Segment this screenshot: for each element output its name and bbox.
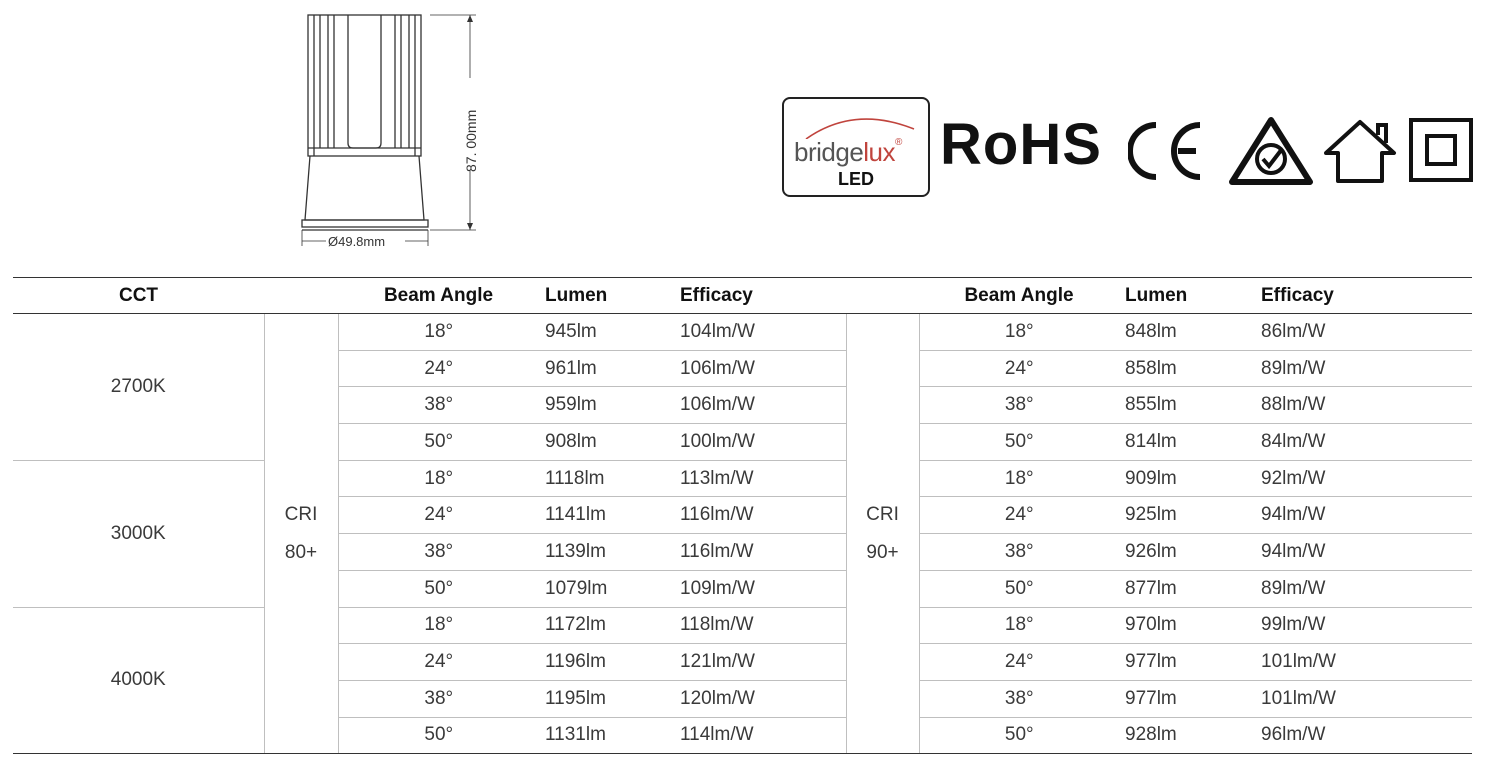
rohs-mark: RoHS bbox=[940, 112, 1102, 177]
lumen-cell: 970lm bbox=[1119, 607, 1255, 644]
beam-angle-cell: 18° bbox=[919, 314, 1119, 351]
lumen-cell: 925lm bbox=[1119, 497, 1255, 534]
lumen-cell: 1196lm bbox=[539, 644, 674, 681]
lumen-cell: 961lm bbox=[539, 350, 674, 387]
efficacy-cell: 104lm/W bbox=[674, 314, 846, 351]
rcm-mark bbox=[1228, 115, 1314, 187]
efficacy-cell: 109lm/W bbox=[674, 570, 846, 607]
lumen-cell: 848lm bbox=[1119, 314, 1255, 351]
efficacy-cell: 86lm/W bbox=[1255, 314, 1472, 351]
height-dimension-label: 87. 00mm bbox=[463, 109, 479, 172]
efficacy-cell: 100lm/W bbox=[674, 424, 846, 461]
beam-angle-cell: 38° bbox=[919, 387, 1119, 424]
lumen-cell: 814lm bbox=[1119, 424, 1255, 461]
efficacy-cell: 118lm/W bbox=[674, 607, 846, 644]
beam-angle-cell: 38° bbox=[919, 680, 1119, 717]
lumen-cell: 858lm bbox=[1119, 350, 1255, 387]
beam-angle-cell: 24° bbox=[919, 644, 1119, 681]
efficacy-cell: 113lm/W bbox=[674, 460, 846, 497]
lumen-cell: 1079lm bbox=[539, 570, 674, 607]
beam-angle-cell: 24° bbox=[338, 644, 539, 681]
beam-angle-cell: 24° bbox=[338, 350, 539, 387]
lumen-cell: 1131lm bbox=[539, 717, 674, 754]
registered-mark: ® bbox=[895, 137, 902, 148]
cct-cell: 4000K bbox=[13, 607, 264, 754]
efficacy-cell: 96lm/W bbox=[1255, 717, 1472, 754]
cri-80-cell bbox=[264, 314, 338, 754]
indoor-use-house-icon bbox=[1320, 117, 1400, 185]
ce-mark bbox=[1128, 119, 1216, 183]
beam-angle-cell: 38° bbox=[338, 534, 539, 571]
beam-angle-cell: 18° bbox=[919, 607, 1119, 644]
header-efficacy-90: Efficacy bbox=[1255, 278, 1472, 314]
beam-angle-cell: 50° bbox=[919, 717, 1119, 754]
bridgelux-wordmark bbox=[794, 137, 902, 168]
beam-angle-cell: 24° bbox=[919, 497, 1119, 534]
certification-logos bbox=[782, 95, 1482, 205]
beam-angle-cell: 18° bbox=[338, 314, 539, 351]
specification-table bbox=[13, 277, 1472, 754]
beam-angle-cell: 24° bbox=[338, 497, 539, 534]
efficacy-cell: 114lm/W bbox=[674, 717, 846, 754]
lumen-cell: 1195lm bbox=[539, 680, 674, 717]
bridgelux-suffix: lux bbox=[863, 137, 896, 167]
efficacy-cell: 94lm/W bbox=[1255, 497, 1472, 534]
header-efficacy-80: Efficacy bbox=[674, 278, 846, 314]
header-lumen-80: Lumen bbox=[539, 278, 674, 314]
beam-angle-cell: 38° bbox=[338, 680, 539, 717]
cri-80-label: CRI bbox=[284, 503, 318, 525]
header-beam-angle-90: Beam Angle bbox=[919, 278, 1119, 314]
table-row bbox=[13, 460, 1472, 497]
beam-angle-cell: 50° bbox=[919, 570, 1119, 607]
lumen-cell: 945lm bbox=[539, 314, 674, 351]
beam-angle-cell: 18° bbox=[919, 460, 1119, 497]
lumen-cell: 1118lm bbox=[539, 460, 674, 497]
lumen-cell: 855lm bbox=[1119, 387, 1255, 424]
lumen-cell: 1139lm bbox=[539, 534, 674, 571]
lumen-cell: 959lm bbox=[539, 387, 674, 424]
table-row bbox=[13, 314, 1472, 351]
cri-90-label: CRI bbox=[866, 503, 899, 525]
efficacy-cell: 106lm/W bbox=[674, 350, 846, 387]
efficacy-cell: 116lm/W bbox=[674, 497, 846, 534]
beam-angle-cell: 50° bbox=[919, 424, 1119, 461]
efficacy-cell: 106lm/W bbox=[674, 387, 846, 424]
lumen-cell: 1172lm bbox=[539, 607, 674, 644]
product-dimension-drawing bbox=[290, 8, 490, 253]
cri-90-value: 90+ bbox=[866, 541, 899, 563]
cri-90-cell bbox=[846, 314, 919, 754]
lumen-cell: 908lm bbox=[539, 424, 674, 461]
lumen-cell: 909lm bbox=[1119, 460, 1255, 497]
class-ii-double-insulation-icon bbox=[1408, 117, 1474, 183]
efficacy-cell: 94lm/W bbox=[1255, 534, 1472, 571]
table-header-row bbox=[13, 278, 1472, 314]
lumen-cell: 926lm bbox=[1119, 534, 1255, 571]
bridgelux-swoosh-icon bbox=[784, 99, 932, 139]
efficacy-cell: 101lm/W bbox=[1255, 680, 1472, 717]
beam-angle-cell: 18° bbox=[338, 460, 539, 497]
beam-angle-cell: 50° bbox=[338, 717, 539, 754]
efficacy-cell: 99lm/W bbox=[1255, 607, 1472, 644]
beam-angle-cell: 50° bbox=[338, 424, 539, 461]
table-row bbox=[13, 607, 1472, 644]
diameter-dimension-label: Ø49.8mm bbox=[328, 234, 386, 249]
header-cri-80-spacer bbox=[264, 278, 338, 314]
lumen-cell: 928lm bbox=[1119, 717, 1255, 754]
efficacy-cell: 120lm/W bbox=[674, 680, 846, 717]
header-cri-90-spacer bbox=[846, 278, 919, 314]
lumen-cell: 1141lm bbox=[539, 497, 674, 534]
lamp-outline-drawing bbox=[290, 8, 490, 253]
efficacy-cell: 89lm/W bbox=[1255, 570, 1472, 607]
beam-angle-cell: 38° bbox=[919, 534, 1119, 571]
lumen-cell: 877lm bbox=[1119, 570, 1255, 607]
beam-angle-cell: 18° bbox=[338, 607, 539, 644]
bridgelux-logo bbox=[782, 97, 930, 197]
cct-cell: 3000K bbox=[13, 460, 264, 607]
efficacy-cell: 88lm/W bbox=[1255, 387, 1472, 424]
efficacy-cell: 101lm/W bbox=[1255, 644, 1472, 681]
lumen-cell: 977lm bbox=[1119, 680, 1255, 717]
bridgelux-led-label: LED bbox=[838, 169, 874, 189]
cct-cell: 2700K bbox=[13, 314, 264, 461]
efficacy-cell: 84lm/W bbox=[1255, 424, 1472, 461]
efficacy-cell: 121lm/W bbox=[674, 644, 846, 681]
bridgelux-prefix: bridge bbox=[794, 137, 864, 167]
header-cct: CCT bbox=[13, 278, 264, 314]
efficacy-cell: 89lm/W bbox=[1255, 350, 1472, 387]
cri-80-value: 80+ bbox=[284, 541, 318, 563]
beam-angle-cell: 24° bbox=[919, 350, 1119, 387]
efficacy-cell: 92lm/W bbox=[1255, 460, 1472, 497]
beam-angle-cell: 50° bbox=[338, 570, 539, 607]
header-beam-angle-80: Beam Angle bbox=[338, 278, 539, 314]
beam-angle-cell: 38° bbox=[338, 387, 539, 424]
header-lumen-90: Lumen bbox=[1119, 278, 1255, 314]
lumen-cell: 977lm bbox=[1119, 644, 1255, 681]
efficacy-cell: 116lm/W bbox=[674, 534, 846, 571]
